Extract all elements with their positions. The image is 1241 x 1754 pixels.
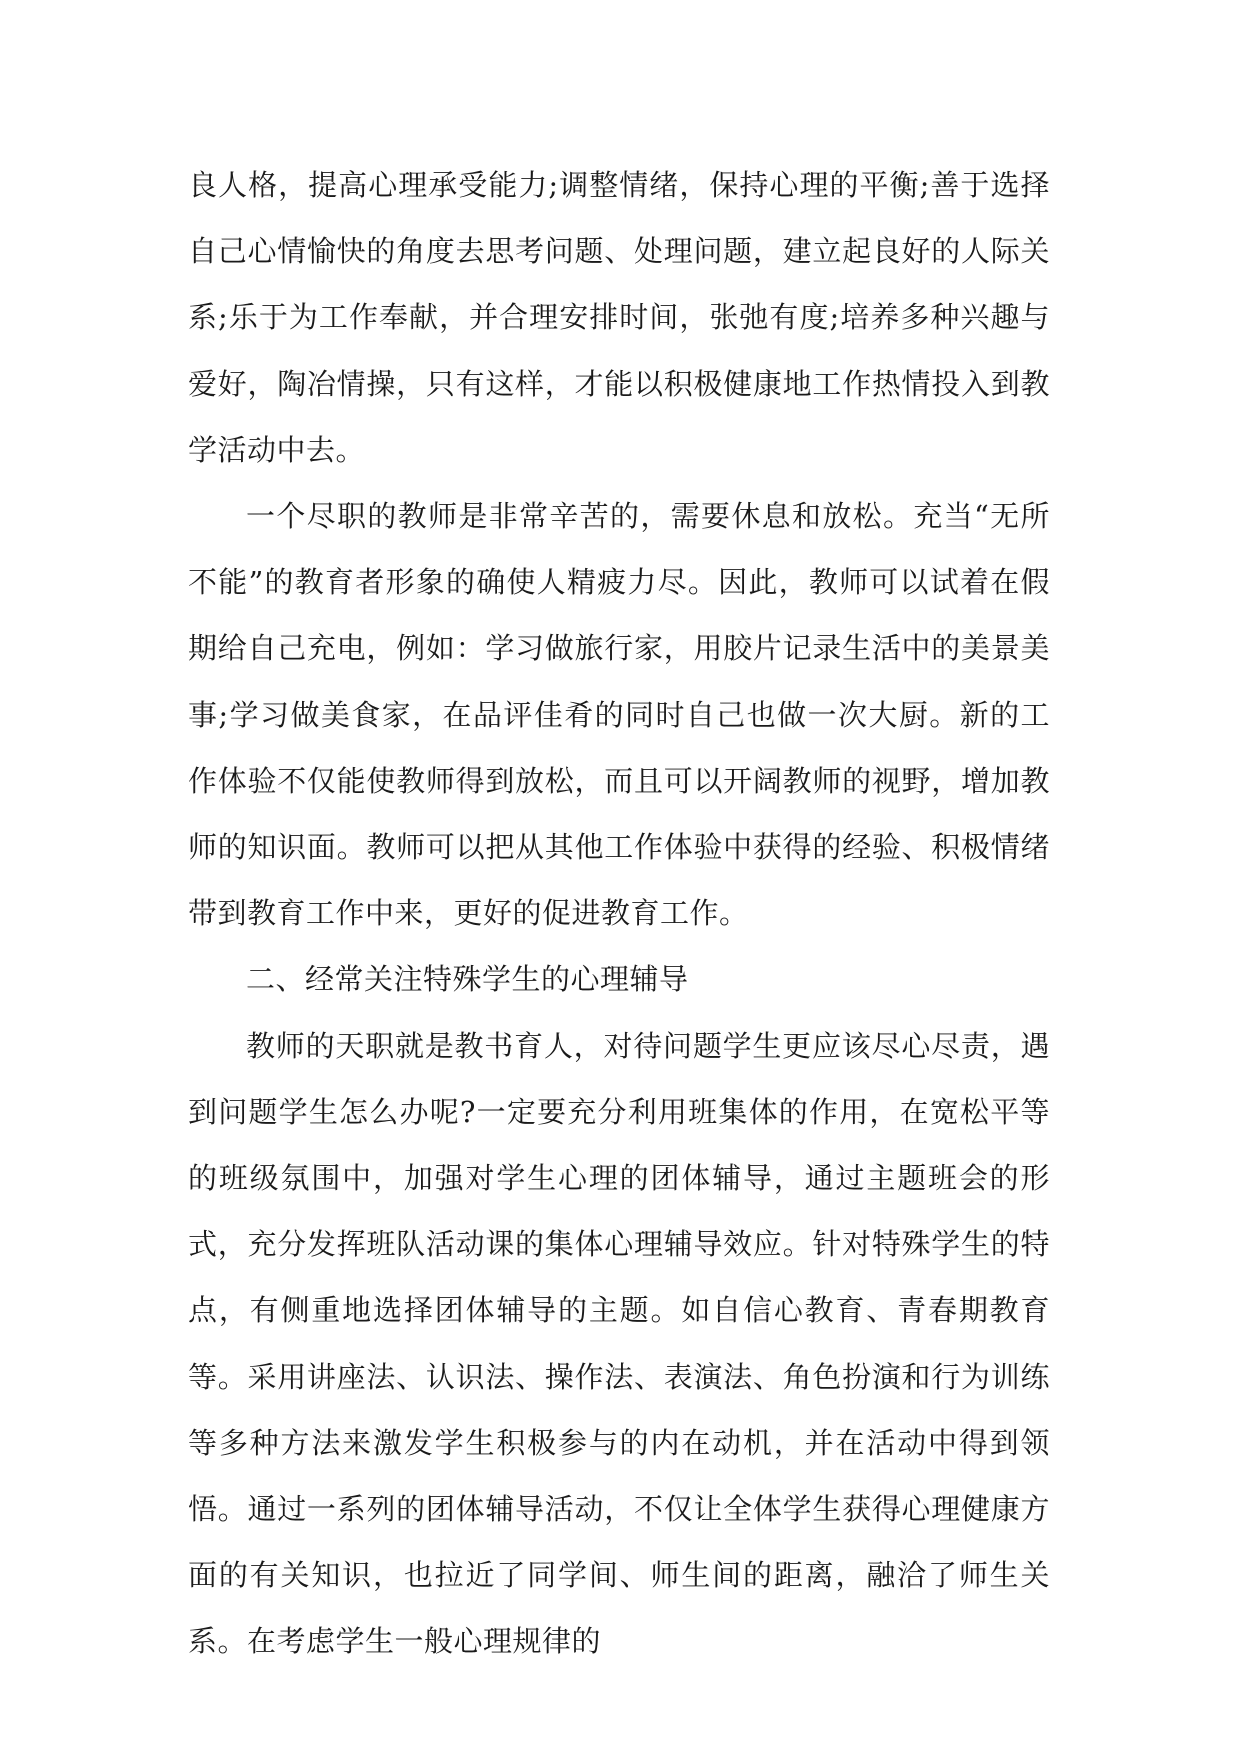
document-body [188,152,1050,1675]
paragraph-continuation: 良人格，提高心理承受能力;调整情绪，保持心理的平衡;善于选择自己心情愉快的角度去思考问题、处理问题，建立起良好的人际关系;乐于为工作奉献，并合理安排时间，张弛有度;培养多种兴趣与爱好，陶冶情操，只有这样，才能以积极健康地工作热情投入到教学活动中去。 [188,168,1050,467]
paragraph-teacher-rest: 一个尽职的教师是非常辛苦的，需要休息和放松。充当“无所不能”的教育者形象的确使人精疲力尽。因此，教师可以试着在假期给自己充电，例如：学习做旅行家，用胶片记录生活中的美景美事;学习做美食家，在品评佳肴的同时自己也做一次大厨。新的工作体验不仅能使教师得到放松，而且可以开阔教师的视野，增加教师的知识面。教师可以把从其他工作体验中获得的经验、积极情绪带到教育工作中来，更好的促进教育工作。 [188,499,1050,931]
paragraph-special-students: 教师的天职就是教书育人，对待问题学生更应该尽心尽责，遇到问题学生怎么办呢?一定要充分利用班集体的作用，在宽松平等的班级氛围中，加强对学生心理的团体辅导，通过主题班会的形式，充分发挥班队活动课的集体心理辅导效应。针对特殊学生的特点，有侧重地选择团体辅导的主题。如自信心教育、青春期教育等。采用讲座法、认识法、操作法、表演法、角色扮演和行为训练等多种方法来激发学生积极参与的内在动机，并在活动中得到领悟。通过一系列的团体辅导活动，不仅让全体学生获得心理健康方面的有关知识，也拉近了同学间、师生间的距离，融洽了师生关系。在考虑学生一般心理规律的 [188,1028,1050,1659]
section-heading: 二、经常关注特殊学生的心理辅导 [246,962,689,997]
